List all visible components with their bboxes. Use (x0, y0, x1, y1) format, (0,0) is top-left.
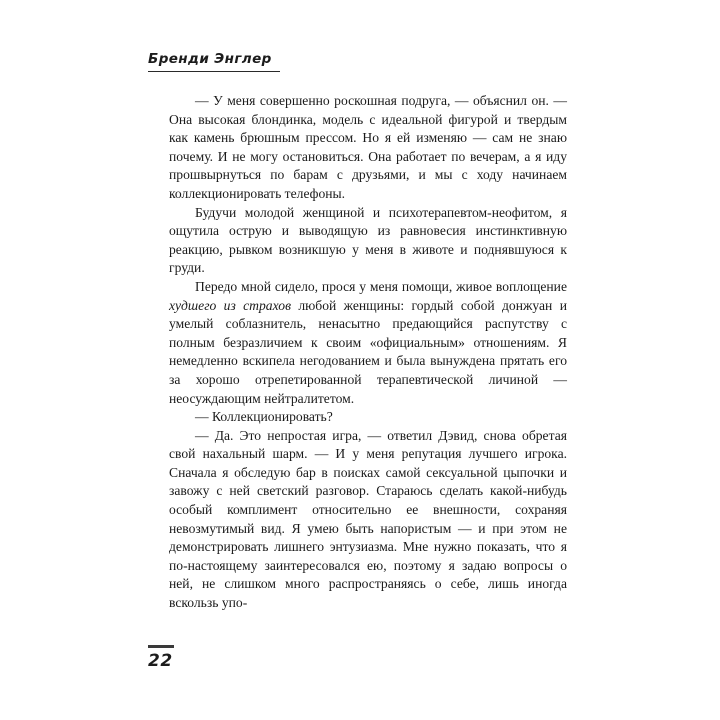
paragraph-text: — У меня совершенно роскошная подруга, — объяснил он. — Она высокая блондинка, модель с идеальной фигурой и твердым как камень брюшным прессом. Но я ей изменяю — сам не знаю почему. И не могу остановиться. Она работает по вечерам, а я иду прошвырнуться по барам с друзьями, и мы с ходу начинаем коллекционировать телефоны. (169, 93, 567, 201)
emphasis-text: худшего из страхов (169, 297, 291, 313)
paragraph (169, 427, 567, 613)
page-number: 22 (148, 651, 173, 671)
folio-rule (148, 645, 174, 648)
paragraph-text: любой женщины: гордый собой донжуан и умелый соблазнитель, ненасытно предающийся распутству с полным безразличием к своим «официальным» отношениям. Я немедленно вскипела негодованием и была вынуждена прятать его за хорошо отрепетированной терапевтической личиной — неосуждающим нейтралитетом. (169, 297, 567, 406)
paragraph (169, 408, 567, 427)
paragraph (169, 92, 567, 204)
paragraph (169, 278, 567, 408)
paragraph-text: Передо мной сидело, прося у меня помощи, живое воплощение (195, 278, 567, 294)
running-head-rule (148, 71, 280, 72)
paragraph-text: Будучи молодой женщиной и психотерапевтом-неофитом, я ощутила острую и выводящую из равновесия инстинктивную реакцию, рывком возникшую у меня в животе и поднявшуюся к груди. (169, 204, 567, 276)
running-head (148, 50, 448, 72)
folio (148, 645, 174, 670)
paragraph (169, 204, 567, 278)
running-head-label: Бренди Энглер (148, 51, 272, 67)
paragraph-text: — Коллекционировать? (195, 409, 333, 425)
body-text-block (169, 92, 567, 613)
paragraph-text: — Да. Это непростая игра, — ответил Дэвид, снова обретая свой нахальный шарм. — И у меня репутация лучшего игрока. Сначала я обследую бар в поисках самой сексуальной цыпочки и завожу с ней светский разговор. Стараюсь сделать какой-нибудь особый комплимент относительно ее внешности, сохраняя невозмутимый вид. Я умею быть напористым — и при этом не демонстрировать лишнего энтузиазма. Мне нужно показать, что я по-настоящему заинтересовался ею, поэтому я задаю вопросы о ней, не слишком много распространяясь о себе, лишь иногда вскользь упо- (169, 427, 567, 611)
